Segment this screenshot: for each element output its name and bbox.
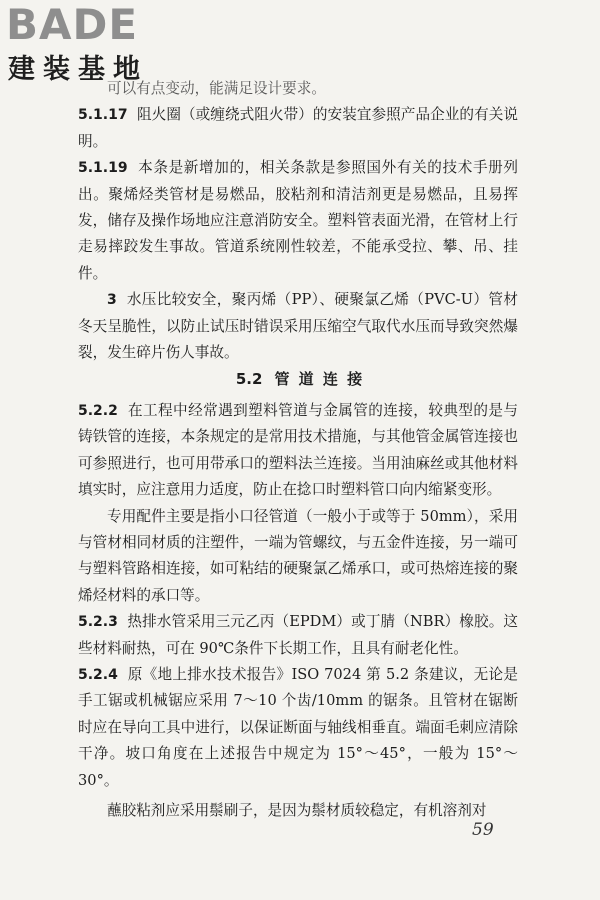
continuation-line: 可以有点变动，能满足设计要求。 (107, 80, 326, 97)
paragraph-special-fittings: 专用配件主要是指小口径管道（一般小于或等于 50mm），采用与管材相同材质的注塑件，一端为管螺纹，与五金件连接，另一端可与塑料管路相连接，如可粘结的硬聚氯乙烯承口，或可热熔连接的聚烯烃材料的承口等。 (78, 507, 518, 604)
section-heading (0, 368, 600, 389)
clause-text: 热排水管采用三元乙丙（EPDM）或丁腈（NBR）橡胶。这些材料耐热，可在 90℃条件下长期工作，且具有耐老化性。 (78, 613, 518, 657)
text-block-upper (78, 76, 518, 366)
clause-text: 原《地上排水技术报告》ISO 7024 第 5.2 条建议，无论是手工锯或机械锯应采用 7～10 个齿/10mm 的锯条。且管材在锯断时应在导向工具中进行，以保证断面与轴线相垂直。端面毛刺应清除干净。坡口角度在上述报告中规定为 15°～45°，一般为 15°～30°。 (78, 666, 519, 789)
clause-5-2-2 (78, 398, 518, 504)
section-title: 管 道 连 接 (274, 370, 365, 388)
item-text: 水压比较安全，聚丙烯（PP）、硬聚氯乙烯（PVC-U）管材冬天呈脆性，以防止试压时错误采用压缩空气取代水压而导致突然爆裂，发生碎片伤人事故。 (78, 291, 518, 362)
clause-5-2-4 (78, 662, 518, 794)
clause-number: 5.1.19 (78, 160, 128, 177)
clause-5-2-3 (78, 609, 518, 662)
clause-text: 本条是新增加的，相关条款是参照国外有关的技术手册列出。聚烯烃类管材是易燃品，胶粘剂和清洁剂更是易燃品，且易挥发，储存及操作场地应注意消防安全。塑料管表面光滑，在管材上行走易摔跤发生事故。管道系统刚性较差，不能承受拉、攀、吊、挂件。 (78, 159, 518, 282)
clause-text: 在工程中经常遇到塑料管道与金属管的连接，较典型的是与铸铁管的连接，本条规定的是常用技术措施，与其他管金属管连接也可参照进行，也可用带承口的塑料法兰连接。当用油麻丝或其他材料填实时，应注意用力适度，防止在捻口时塑料管口向内缩紧变形。 (78, 402, 518, 499)
clause-number: 5.2.3 (78, 614, 118, 631)
clause-number: 5.2.2 (78, 403, 118, 419)
section-number: 5.2 (235, 370, 263, 388)
clause-5-1-19 (78, 155, 518, 287)
clause-number: 5.1.17 (78, 107, 128, 124)
logo-brand-text: BADE (6, 0, 139, 49)
clause-item-3 (78, 287, 518, 366)
clause-5-1-17 (78, 102, 518, 155)
clause-text: 阻火圈（或缠绕式阻火带）的安装宜参照产品企业的有关说明。 (78, 106, 518, 150)
page-number: 59 (472, 820, 494, 840)
clause-number: 5.2.4 (78, 667, 118, 684)
item-number: 3 (107, 292, 117, 309)
logo-subtitle-text: 建装基地 (8, 54, 148, 85)
paragraph-brush: 蘸胶粘剂应采用鬃刷子，是因为鬃材质较稳定，有机溶剂对 (107, 802, 487, 820)
text-block-lower (78, 398, 518, 825)
